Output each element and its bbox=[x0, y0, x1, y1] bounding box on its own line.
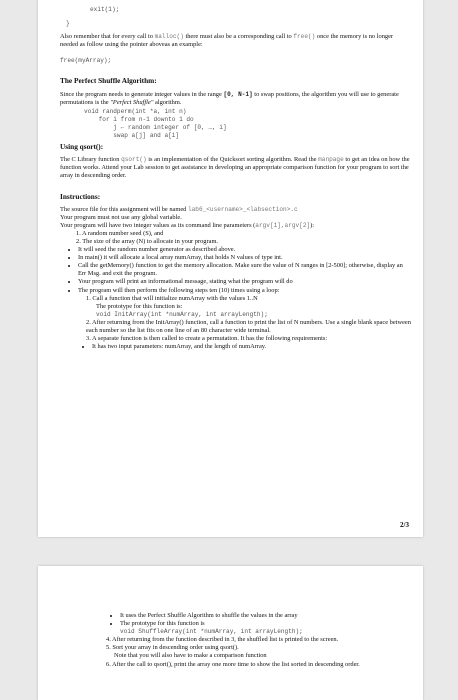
bullet-seed: • It will seed the random number generator as described above. bbox=[78, 246, 411, 254]
step-6: 6. After the call to qsort(), print the array one more time to show the list sorted in descending order. bbox=[106, 660, 360, 668]
qsort-desc-text-3: to get an idea on how the function works. Attend your Lab session to get assistance in developing an appropriate comparison function for your program to sort the array in descending order. bbox=[60, 156, 410, 180]
manpage-code: manpage bbox=[318, 156, 344, 164]
bullet-loop: • The program will then perform the following steps ten (10) times using a loop: bbox=[78, 287, 411, 295]
page-2-steps bbox=[60, 636, 411, 668]
step-1: 1. Call a function that will initialize numArray with the values 1..N bbox=[86, 294, 258, 302]
qsort-desc-text-1: The C Library function bbox=[60, 156, 122, 164]
shuffle-heading: The Perfect Shuffle Algorithm: bbox=[60, 76, 157, 86]
closing-brace: } bbox=[66, 20, 70, 28]
document-page-2 bbox=[38, 566, 423, 700]
range-code: [0, N-1] bbox=[223, 90, 253, 98]
prototype-label: The prototype for this function is: bbox=[96, 302, 183, 310]
document-page-1 bbox=[38, 0, 423, 537]
main-bullet-list bbox=[60, 246, 411, 295]
page-number: 2/3 bbox=[400, 521, 409, 529]
bullet-allocate: • In main() it will allocate a local array numArray, that holds N values of type int. bbox=[78, 254, 411, 262]
no-globals-line: Your program must not use any global variable. bbox=[60, 213, 182, 221]
qsort-heading: Using qsort(): bbox=[60, 142, 104, 152]
inputs-bullet: • It has two input parameters: numArray, and the length of numArray. bbox=[92, 343, 411, 351]
page-2-content bbox=[60, 612, 411, 669]
qsort-code: qsort() bbox=[121, 156, 147, 164]
qsort-desc-text-2: is an implementation of the Quicksort sorting algorithm. Read the bbox=[146, 156, 319, 164]
exit-code: exit(1); bbox=[90, 6, 120, 13]
source-file-line bbox=[60, 206, 411, 214]
step-3: 3. A separate function is then called to create a permutation. It has the following requirements: bbox=[86, 335, 328, 343]
param-list bbox=[60, 230, 411, 246]
free-code: free(myArray); bbox=[60, 57, 112, 65]
perfect-shuffle-quote: "Perfect Shuffle" bbox=[110, 98, 154, 106]
comparison-note: Note that you will also have to make a comparison function bbox=[114, 652, 267, 660]
malloc-code: malloc() bbox=[154, 33, 184, 41]
shuffle-desc-text-1: Since the program needs to generate integer values in the range bbox=[60, 90, 224, 98]
shuffle-desc-text-3: algorithm. bbox=[153, 98, 182, 106]
malloc-note-text-3: once the memory is no longer needed as follow using the pointer aboveas an example: bbox=[60, 33, 394, 49]
page-1-content bbox=[60, 6, 411, 351]
randperm-code: void randperm(int *a, int n) for i from n-1 downto 1 do j ← random integer of [0, …, i] swap a[j] and a[i] bbox=[84, 107, 227, 140]
step-3-bullets bbox=[60, 343, 411, 351]
qsort-description bbox=[60, 156, 411, 180]
loop-steps bbox=[60, 295, 411, 344]
shuffle-description bbox=[60, 91, 411, 107]
source-file-text: The source file for this assignment will be named bbox=[60, 205, 188, 213]
malloc-note-text-1: Also remember that for every call to bbox=[60, 33, 155, 41]
step-4: 4. After returning from the function described in 3, the shuffled list is printed to the screen. bbox=[106, 636, 339, 644]
argv-code: argv[1],argv[2] bbox=[255, 221, 311, 229]
bullet-info-message: • Your program will print an informational message, stating what the program will do bbox=[78, 278, 411, 286]
bullet-prototype: • The prototype for this function is bbox=[120, 620, 411, 628]
step-2: 2. After returning from the InitArray() function, call a function to print the list of N numbers. Use a single blank space between each number so the list fits on one line of an 80 character wide terminal. bbox=[86, 318, 411, 334]
shuffle-desc-text-2: to swap positions, the algorithm you will use to generate permutations is the bbox=[60, 90, 399, 106]
bullet-getmemory: • Call the getMemory() function to get the memory allocation. Make sure the value of N ranges in [2-500]; otherwise, display an Err Msg. and exit the program. bbox=[78, 262, 411, 278]
param-item-seed: 1. A random number seed (S), and bbox=[76, 229, 164, 237]
page-2-bullets bbox=[60, 612, 411, 628]
malloc-note bbox=[60, 33, 411, 49]
bullet-perfect-shuffle: • It uses the Perfect Shuffle Algorithm to shuffle the values in the array bbox=[120, 612, 411, 620]
params-text-1: Your program will have two integer values as its command line parameters ( bbox=[60, 221, 256, 229]
initarray-prototype: void InitArray(int *numArray, int arrayLength); bbox=[96, 310, 268, 318]
malloc-note-text-2: there must also be a corresponding call to bbox=[183, 33, 294, 41]
source-file-code: lab6_<username>_<labsection>.c bbox=[187, 205, 298, 213]
step-5: 5. Sort your array in descending order using qsort(). bbox=[106, 644, 239, 652]
params-line bbox=[60, 222, 411, 230]
param-item-size: 2. The size of the array (N) to allocate in your program. bbox=[76, 237, 219, 245]
free-inline-code: free() bbox=[293, 33, 316, 41]
shuffle-prototype: void ShuffleArray(int *numArray, int arrayLength); bbox=[120, 628, 303, 636]
instructions-heading: Instructions: bbox=[60, 191, 101, 201]
params-text-2: ): bbox=[310, 221, 315, 229]
